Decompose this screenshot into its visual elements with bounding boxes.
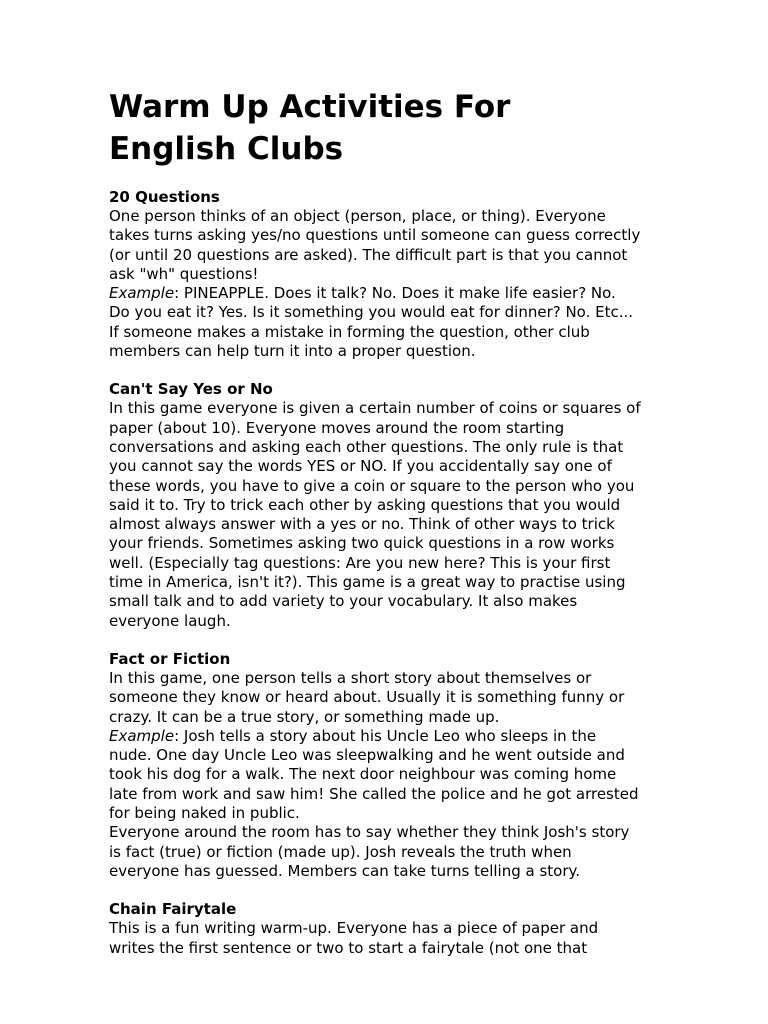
section-heading: Fact or Fiction	[109, 649, 231, 668]
section-heading: Can't Say Yes or No	[109, 380, 273, 399]
section-paragraph: In this game, one person tells a short story about themselves or someone they know or heard about. Usually it is something funny or crazy. It can be a true story, or something made up.	[109, 668, 625, 726]
example-paragraph	[109, 284, 721, 361]
example-paragraph	[109, 727, 721, 823]
example-label: Example	[109, 284, 175, 303]
document-page	[109, 86, 721, 977]
example-text: : Josh tells a story about his Uncle Leo who sleeps in the nude. One day Uncle Leo was sleepwalking and he went outside and took his dog for a walk. The next door neighbour was coming home late from work and saw him! She called the police and he got arrested for being naked in public.	[109, 726, 639, 823]
section-heading: Chain Fairytale	[109, 900, 237, 919]
section-fact-or-fiction	[109, 650, 721, 881]
section-paragraph: In this game everyone is given a certain number of coins or squares of paper (about 10). Everyone moves around the room starting conversations and asking each other questions. The only rule is that you cannot say the words YES or NO. If you accidentally say one of these words, you have to give a coin or square to the person who you said it to. Try to trick each other by asking questions that you would almost always answer with a yes or no. Think of other ways to trick your friends. Sometimes asking two quick questions in a row works well. (Especially tag questions: Are you new here? This is your first time in America, isn't it?). This game is a great way to practise using small talk and to add variety to your vocabulary. It also makes everyone laugh.	[109, 399, 641, 630]
title-line-2: English Clubs	[109, 131, 344, 167]
section-heading: 20 Questions	[109, 188, 220, 206]
closing-paragraph: Everyone around the room has to say whether they think Josh's story is fact (true) or fiction (made up). Josh reveals the truth when everyone has guessed. Members can take turns telling a story.	[109, 823, 630, 880]
section-20-questions	[109, 188, 721, 361]
document-title	[109, 86, 721, 170]
section-paragraph: One person thinks of an object (person, place, or thing). Everyone takes turns asking yes/no questions until someone can guess correctly (or until 20 questions are asked). The difficult part is that you cannot ask "wh" questions!	[109, 207, 641, 283]
section-chain-fairytale	[109, 900, 721, 958]
section-paragraph: This is a fun writing warm-up. Everyone has a piece of paper and writes the first sentence or two to start a fairytale (not one that	[109, 919, 599, 957]
title-line-1: Warm Up Activities For	[109, 89, 511, 125]
section-cant-say-yes-or-no	[109, 380, 721, 631]
example-text: : PINEAPPLE. Does it talk? No. Does it make life easier? No. Do you eat it? Yes. Is it something you would eat for dinner? No. Etc... If someone makes a mistake in forming the question, other club members can help turn it into a proper question.	[109, 284, 634, 361]
example-label: Example	[109, 726, 175, 745]
